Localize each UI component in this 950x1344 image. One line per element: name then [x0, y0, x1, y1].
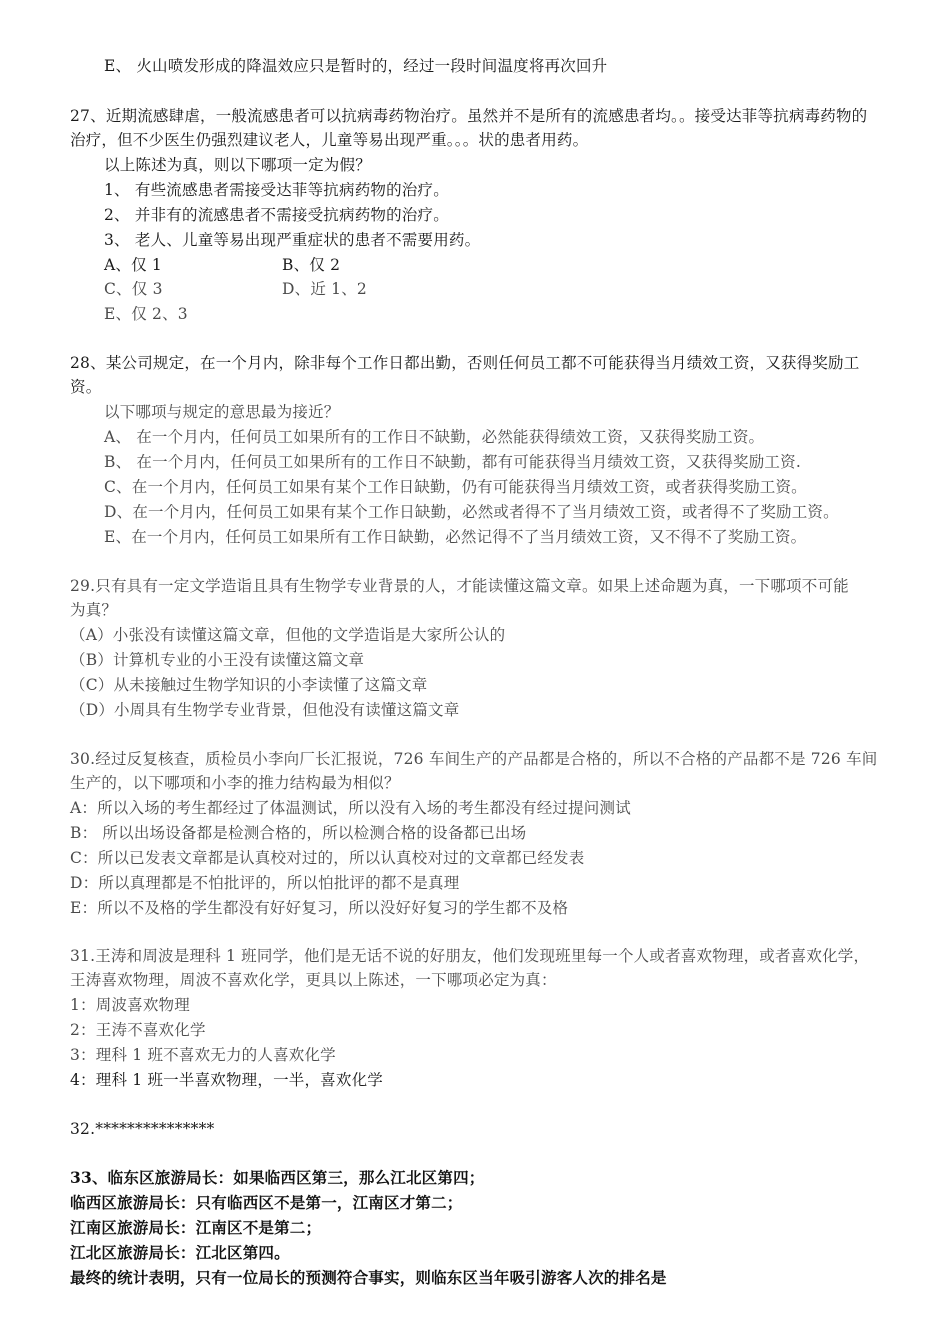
q31-option-1: 1：周波喜欢物理 — [70, 996, 190, 1014]
q30-option-b: B： 所以出场设备都是检测合格的，所以检测合格的设备都已出场 — [70, 824, 527, 842]
q28-option-c: C、在一个月内，任何员工如果有某个工作日缺勤，仍有可能获得当月绩效工资，或者获得奖励工资。 — [104, 478, 807, 496]
q29-stem-line2: 为真？ — [70, 601, 118, 619]
q27-option-e: E、仅 2、3 — [104, 305, 188, 323]
q28-prompt: 以下哪项与规定的意思最为接近？ — [104, 403, 340, 421]
q27-option-d: D、近 1、2 — [282, 280, 367, 298]
q27-prompt: 以上陈述为真，则以下哪项一定为假？ — [104, 156, 371, 174]
q33-line-2: 临西区旅游局长：只有临西区不是第一，江南区才第二； — [70, 1193, 463, 1212]
q30-option-c: C：所以已发表文章都是认真校对过的，所以认真校对过的文章都已经发表 — [70, 849, 585, 867]
q28-option-e: E、在一个月内，任何员工如果所有工作日缺勤，必然记得不了当月绩效工资，又不得不了奖励工资。 — [104, 528, 807, 546]
q30-stem-line2: 生产的，以下哪项和小李的推力结构最为相似？ — [70, 774, 400, 792]
q31-stem-line2: 王涛喜欢物理，周波不喜欢化学，更具以上陈述，一下哪项必定为真： — [70, 971, 557, 989]
q29-option-c: （C）从未接触过生物学知识的小李读懂了这篇文章 — [70, 676, 428, 694]
q27-option-b: B、仅 2 — [282, 256, 341, 274]
q29-option-d: （D）小周具有生物学专业背景，但他没有读懂这篇文章 — [70, 701, 460, 719]
q26-option-e: E、 火山喷发形成的降温效应只是暂时的，经过一段时间温度将再次回升 — [104, 57, 608, 75]
q33-line-5: 最终的统计表明，只有一位局长的预测符合事实，则临东区当年吸引游客人次的排名是 — [70, 1268, 667, 1287]
q29-option-b: （B）计算机专业的小王没有读懂这篇文章 — [70, 651, 365, 669]
q32-text: 32.*************** — [70, 1120, 215, 1138]
q30-option-e: E：所以不及格的学生都没有好好复习，所以没好好复习的学生都不及格 — [70, 899, 569, 917]
q27-statement-2: 2、 并非有的流感患者不需接受抗病药物的治疗。 — [104, 206, 449, 224]
q28-stem-line2: 资。 — [70, 378, 102, 396]
q29-stem-line1: 29.只有具有一定文学造诣且具有生物学专业背景的人，才能读懂这篇文章。如果上述命题为真，一下哪项不可能 — [70, 577, 849, 595]
q31-option-4: 4：理科 1 班一半喜欢物理，一半，喜欢化学 — [70, 1071, 383, 1089]
q27-stem-line2: 治疗，但不少医生仍强烈建议老人，儿童等易出现严重。。。状的患者用药。 — [70, 131, 589, 149]
q30-option-a: A：所以入场的考生都经过了体温测试，所以没有入场的考生都没有经过提问测试 — [70, 799, 631, 817]
q33-line-4: 江北区旅游局长：江北区第四。 — [70, 1243, 290, 1262]
q27-option-c: C、仅 3 — [104, 280, 163, 298]
q27-statement-1: 1、 有些流感患者需接受达菲等抗病药物的治疗。 — [104, 181, 449, 199]
q27-option-a: A、仅 1 — [104, 256, 162, 274]
q28-stem-line1: 28、某公司规定，在一个月内，除非每个工作日都出勤，否则任何员工都不可能获得当月绩效工资，又获得奖励工 — [70, 354, 860, 372]
q33-line-1: 33、临东区旅游局长：如果临西区第三，那么江北区第四； — [70, 1168, 485, 1187]
q31-option-2: 2：王涛不喜欢化学 — [70, 1021, 206, 1039]
q28-option-b: B、 在一个月内，任何员工如果所有的工作日不缺勤，都有可能获得当月绩效工资，又获得奖励工资. — [104, 453, 801, 471]
q31-option-3: 3：理科 1 班不喜欢无力的人喜欢化学 — [70, 1046, 336, 1064]
q27-stem-line1: 27、近期流感肆虐，一般流感患者可以抗病毒药物治疗。虽然并不是所有的流感患者均。。接受达菲等抗病毒药物的 — [70, 107, 868, 125]
q29-option-a: （A）小张没有读懂这篇文章，但他的文学造诣是大家所公认的 — [70, 626, 506, 644]
q31-stem-line1: 31.王涛和周波是理科 1 班同学，他们是无话不说的好朋友，他们发现班里每一个人或者喜欢物理，或者喜欢化学， — [70, 947, 870, 965]
q28-option-d: D、在一个月内，任何员工如果有某个工作日缺勤，必然或者得不了当月绩效工资，或者得不了奖励工资。 — [104, 503, 839, 521]
q30-option-d: D：所以真理都是不怕批评的，所以怕批评的都不是真理 — [70, 874, 460, 892]
q30-stem-line1: 30.经过反复核查，质检员小李向厂长汇报说，726 车间生产的产品都是合格的，所以不合格的产品都不是 726 车间 — [70, 750, 878, 768]
q33-line-3: 江南区旅游局长：江南区不是第二； — [70, 1218, 322, 1237]
q27-statement-3: 3、 老人、儿童等易出现严重症状的患者不需要用药。 — [104, 231, 481, 249]
q28-option-a: A、 在一个月内，任何员工如果所有的工作日不缺勤，必然能获得绩效工资，又获得奖励工资。 — [104, 428, 765, 446]
